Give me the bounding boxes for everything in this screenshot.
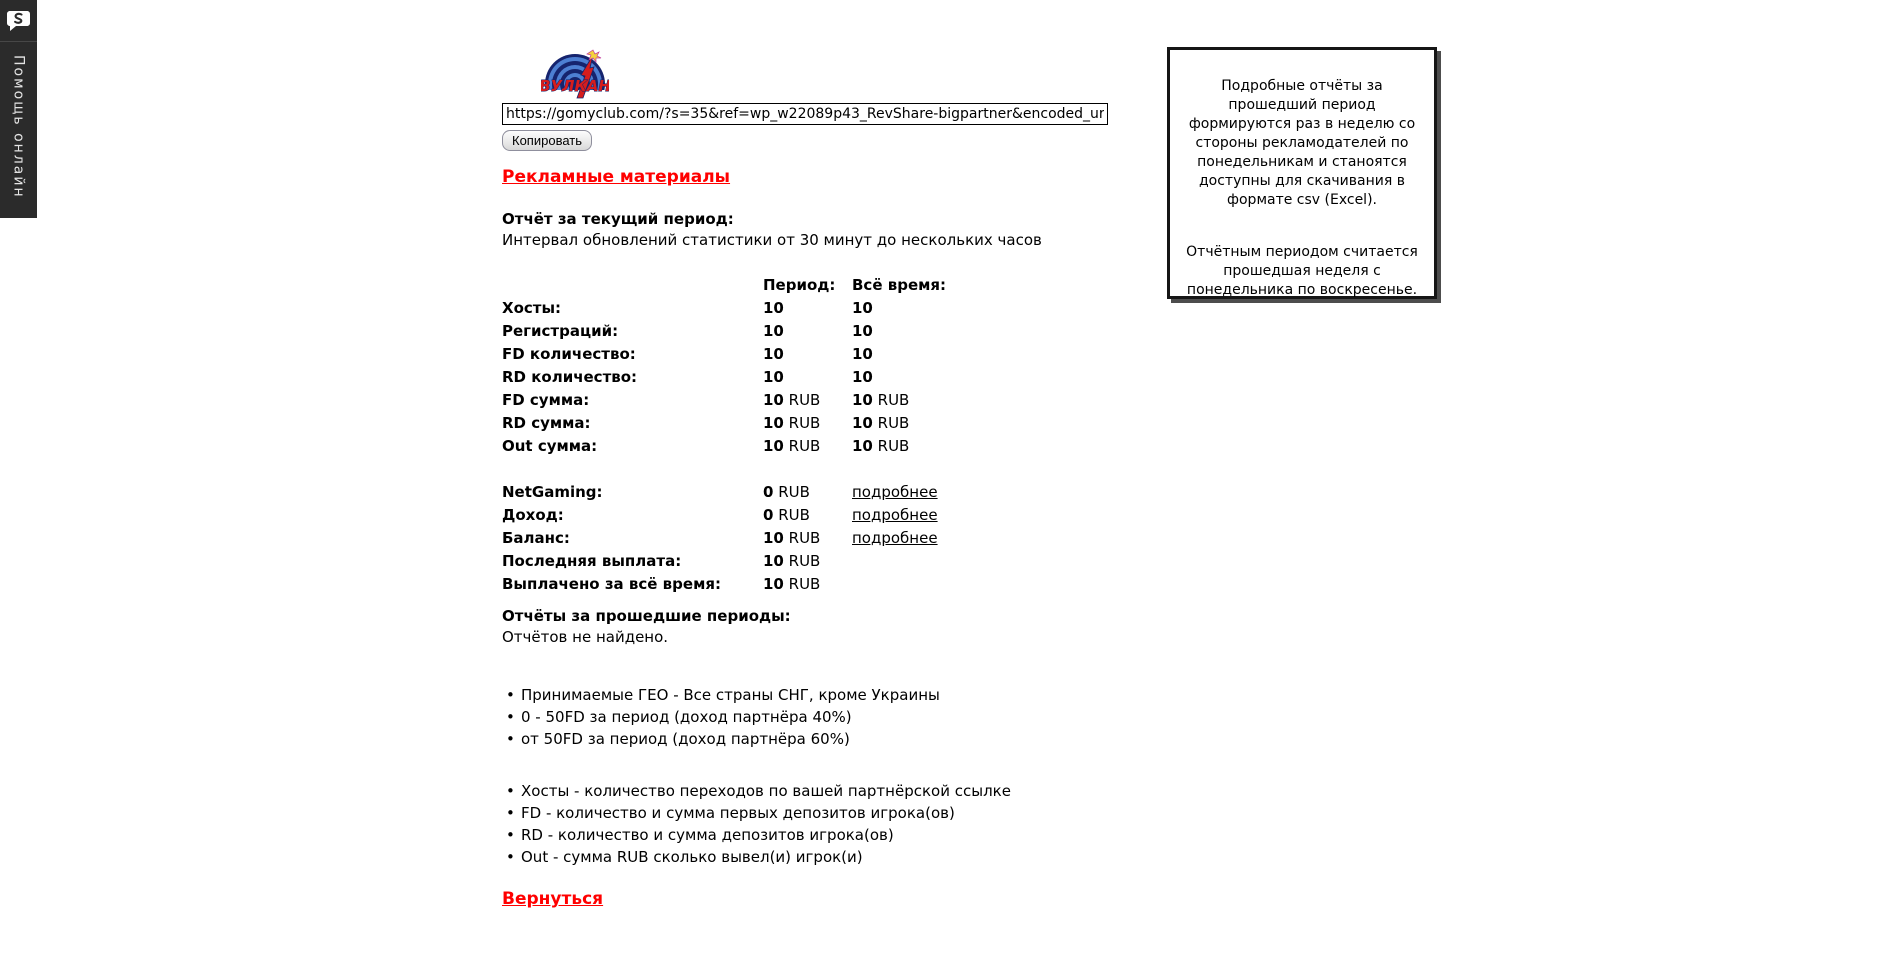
update-interval-note: Интервал обновлений статистики от 30 минут до нескольких часов	[502, 231, 1042, 249]
stat-label-fd-sum: FD сумма:	[502, 391, 590, 409]
glossary-fd: • FD - количество и сумма первых депозитов игрока(ов)	[502, 802, 1011, 824]
chat-help-tab[interactable]	[0, 0, 37, 218]
stat-label-hosts: Хосты:	[502, 299, 562, 317]
term-geo: • Принимаемые ГЕО - Все страны СНГ, кроме Украины	[502, 684, 940, 706]
stat-alltime-out-sum: 10 RUB	[852, 437, 910, 455]
stat-label-fd-count: FD количество:	[502, 345, 636, 363]
info-box-paragraph-2: Отчётным периодом считается прошедшая неделя с понедельника по воскресенье.	[1186, 244, 1418, 298]
stat-label-registrations: Регистраций:	[502, 322, 619, 340]
stat-period-registrations: 10	[763, 322, 784, 340]
glossary-rd: • RD - количество и сумма депозитов игрока(ов)	[502, 824, 1011, 846]
income-details-link[interactable]: подробнее	[852, 506, 938, 524]
stat-period-out-sum: 10 RUB	[763, 437, 821, 455]
term-tier-60: • от 50FD за период (доход партнёра 60%)	[502, 728, 940, 750]
logo-star	[587, 50, 601, 62]
summary-label-income: Доход:	[502, 506, 564, 524]
stat-period-fd-sum: 10 RUB	[763, 391, 821, 409]
stat-period-rd-sum: 10 RUB	[763, 414, 821, 432]
advertising-materials-link[interactable]: Рекламные материалы	[502, 167, 731, 187]
glossary-list	[502, 780, 1011, 868]
summary-label-paid-total: Выплачено за всё время:	[502, 575, 721, 593]
stat-label-out-sum: Out сумма:	[502, 437, 598, 455]
glossary-out: • Out - сумма RUB сколько вывел(и) игрок(и)	[502, 846, 1011, 868]
summary-label-netgaming: NetGaming:	[502, 483, 603, 501]
stats-header-period: Период:	[763, 276, 836, 294]
back-link[interactable]: Вернуться	[502, 889, 604, 909]
stat-alltime-registrations: 10	[852, 322, 873, 340]
stat-alltime-fd-count: 10	[852, 345, 873, 363]
stat-period-rd-count: 10	[763, 368, 784, 386]
summary-label-balance: Баланс:	[502, 529, 570, 547]
copy-button[interactable]: Копировать	[502, 130, 592, 151]
netgaming-details-link[interactable]: подробнее	[852, 483, 938, 501]
stats-gap	[502, 458, 1022, 481]
stats-table	[502, 274, 1022, 596]
stat-alltime-rd-count: 10	[852, 368, 873, 386]
referral-url-input[interactable]	[502, 103, 1108, 125]
summary-label-last-payout: Последняя выплата:	[502, 552, 682, 570]
stat-label-rd-count: RD количество:	[502, 368, 638, 386]
stat-period-fd-count: 10	[763, 345, 784, 363]
stat-alltime-fd-sum: 10 RUB	[852, 391, 910, 409]
summary-value-paid-total: 10 RUB	[763, 575, 821, 593]
past-reports-empty: Отчётов не найдено.	[502, 628, 669, 646]
terms-list	[502, 684, 940, 750]
balance-details-link[interactable]: подробнее	[852, 529, 938, 547]
stat-period-hosts: 10	[763, 299, 784, 317]
weekly-reports-info-box	[1167, 47, 1437, 299]
logo-wordmark: ВУЛКАН	[541, 77, 609, 95]
stats-header-alltime: Всё время:	[852, 276, 947, 294]
summary-value-netgaming: 0 RUB	[763, 483, 810, 501]
vulkan-logo	[541, 46, 609, 102]
term-tier-40: • 0 - 50FD за период (доход партнёра 40%)	[502, 706, 940, 728]
chat-help-label[interactable]: Помощь онлайн	[10, 55, 27, 199]
summary-value-income: 0 RUB	[763, 506, 810, 524]
summary-value-balance: 10 RUB	[763, 529, 821, 547]
stats-header-empty	[502, 274, 763, 297]
stat-alltime-hosts: 10	[852, 299, 873, 317]
stat-alltime-rd-sum: 10 RUB	[852, 414, 910, 432]
past-reports-title: Отчёты за прошедшие периоды:	[502, 607, 791, 625]
summary-value-last-payout: 10 RUB	[763, 552, 821, 570]
current-report-title: Отчёт за текущий период:	[502, 210, 734, 228]
chat-bubble-icon[interactable]	[0, 0, 37, 42]
glossary-hosts: • Хосты - количество переходов по вашей партнёрской ссылке	[502, 780, 1011, 802]
info-box-paragraph-1: Подробные отчёты за прошедший период формируются раз в неделю со стороны рекламодателей по понедельникам и станоятся доступны для скачивания в формате csv (Excel).	[1188, 78, 1416, 208]
stat-label-rd-sum: RD сумма:	[502, 414, 591, 432]
